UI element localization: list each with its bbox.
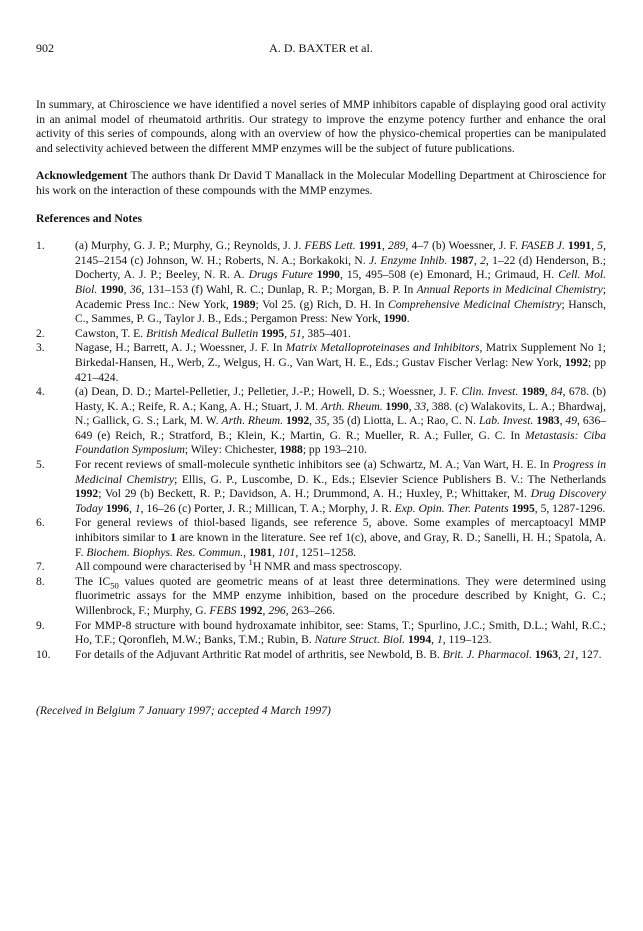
reference-text-segment: 1992 xyxy=(75,487,99,501)
reference-text-segment: ; Vol 25. (g) Rich, D. H. In xyxy=(255,297,388,311)
received-label: Received in Belgium xyxy=(39,704,136,718)
reference-text-segment: 1983 xyxy=(536,414,560,428)
reference-text-segment: , 127. xyxy=(575,647,602,661)
reference-number: 8. xyxy=(36,574,45,588)
reference-text-segment: , xyxy=(129,501,135,515)
reference-text-segment: 2 xyxy=(480,253,486,267)
accepted-date: 4 March 1997 xyxy=(261,704,327,718)
reference-text-segment: Nature Struct. Biol. xyxy=(314,633,406,647)
reference-text-segment: 1995 xyxy=(261,326,285,340)
reference-text xyxy=(75,327,606,342)
reference-text-segment: FEBS xyxy=(209,604,237,617)
reference-text-segment: The IC xyxy=(75,574,111,588)
references-list xyxy=(36,239,606,662)
reference-text-segment: FASEB J. xyxy=(521,239,565,253)
reference-text-segment: 51 xyxy=(290,326,302,340)
reference-item xyxy=(36,385,606,458)
references-heading: References and Notes xyxy=(36,211,143,225)
reference-text xyxy=(75,557,606,575)
reference-number: 5. xyxy=(36,458,45,472)
reference-text-segment: Clin. Invest. xyxy=(461,385,519,399)
reference-text-segment: (a) Murphy, G. J. P.; Murphy, G.; Reynolds, J. J. xyxy=(75,239,305,253)
reference-text-segment: , 636–649 (e) Reich, R.; Stratford, B.; Klein, K.; Martin, G. R.; Mueller, R. A.; Fuller, G. C. In xyxy=(75,414,607,442)
reference-number: 1. xyxy=(36,239,45,253)
reference-text-segment: , 35 (d) Liotta, L. A.; Rao, C. N. xyxy=(326,414,479,428)
reference-text xyxy=(75,385,606,458)
reference-text-segment: Arth. Rheum. xyxy=(321,399,383,413)
reference-text-segment: 296 xyxy=(268,604,286,617)
reference-text-segment: , xyxy=(558,647,564,661)
reference-text-segment: Comprehensive Medicinal Chemistry xyxy=(388,297,562,311)
reference-text-segment: For recent reviews of small-molecule synthetic inhibitors see (a) Schwartz, M. A.; Van Wart, H. E. In xyxy=(75,458,553,472)
reference-text-segment: 1992 xyxy=(239,604,263,617)
reference-text-segment: , xyxy=(123,282,130,296)
reference-text-segment: 1990 xyxy=(383,312,407,326)
reference-text-segment: Progress in Medicinal Chemistry xyxy=(75,458,606,486)
reference-text-segment: , 16–26 (c) Porter, J. R.; Millican, T. A.; Morphy, J. R. xyxy=(140,501,395,515)
reference-text-segment: 36 xyxy=(129,282,142,296)
reference-text-segment: 5 xyxy=(597,239,604,253)
reference-text-segment: 101 xyxy=(277,545,296,559)
reference-text xyxy=(75,516,606,560)
reference-text-segment: are known in the literature. See ref 1(c), above, and Gray, R. D.; Sanelli, H. H.; Spatola, A. F. xyxy=(75,531,606,559)
reference-text-segment: , 5, 1287-1296. xyxy=(534,501,606,515)
reference-text xyxy=(75,341,606,385)
reference-text xyxy=(75,619,606,648)
reference-text-segment: Drug Discovery Today xyxy=(75,487,607,515)
page-number: 902 xyxy=(36,41,54,55)
reference-text-segment: , xyxy=(431,633,437,647)
reference-text-segment: , 388. (c) Walakovits, L. A.; Bhardwaj, N.; Gallick, G. S.; Lark, M. W. xyxy=(75,399,606,428)
reference-text-segment: , xyxy=(309,414,316,428)
reference-text-segment: , 1–22 (d) Henderson, B.; Docherty, A. J. P.; Beeley, N. R. A. xyxy=(75,253,606,282)
reference-number: 2. xyxy=(36,326,45,340)
reference-text-segment: 1991 xyxy=(568,239,592,253)
summary-paragraph: In summary, at Chiroscience we have identified a novel series of MMP inhibitors capable of displaying good oral activity in an animal model of rheumatoid arthritis. Our strategy to improve the enzyme potency further and enhance the oral activity of this series of compounds, along with an overview of how the physico-chemical properties can be manipulated and selectivity achieved between the different MMP enzymes will be the subject of future publications. xyxy=(36,98,606,155)
reference-text-segment: 289 xyxy=(388,239,406,253)
reference-text-segment: , 385–401. xyxy=(301,326,351,340)
reference-text-segment: Biochem. Biophys. Res. Commun. xyxy=(86,545,244,559)
reference-item xyxy=(36,239,606,327)
reference-text-segment: H NMR and mass spectroscopy. xyxy=(252,560,402,574)
reference-text-segment: , xyxy=(262,604,269,617)
received-open-paren: ( xyxy=(36,704,40,718)
reference-text-segment: Cawston, T. E. xyxy=(75,326,147,340)
reference-text-segment: , xyxy=(381,239,389,253)
reference-text-segment: 1995 xyxy=(511,501,535,515)
reference-text-segment: 1981 xyxy=(248,545,273,559)
reference-text-segment: , xyxy=(591,239,598,253)
reference-item xyxy=(36,458,606,516)
reference-text-segment: Arth. Rheum. xyxy=(221,414,284,428)
reference-text-segment: British Medical Bulletin xyxy=(146,326,259,340)
reference-text-segment: ; pp 421–424. xyxy=(75,355,606,384)
reference-number: 10. xyxy=(36,647,51,661)
received-date: 7 January 1997 xyxy=(138,704,211,718)
reference-text-segment: ; pp 193–210. xyxy=(302,443,367,457)
reference-text xyxy=(75,458,606,516)
reference-text-segment: 1990 xyxy=(316,268,340,282)
reference-text-segment: 1989 xyxy=(521,385,545,399)
reference-text-segment: 1992 xyxy=(564,355,589,369)
reference-text-segment: , xyxy=(559,414,566,428)
reference-text-segment: , 15, 495–508 (e) Emonard, H.; Grimaud, H. xyxy=(339,268,559,282)
reference-text-segment: For general reviews of thiol-based ligands, see reference 5, above. Some examples of mercaptoacyl MMP inhibitors similar to xyxy=(75,516,606,545)
reference-text-segment: 33 xyxy=(414,399,427,413)
reference-text xyxy=(75,648,606,663)
reference-text-segment: , 678. (b) Hasty, K. A.; Reife, R. A.; Kang, A. H.; Stuart, J. M. xyxy=(75,385,606,413)
reference-item xyxy=(36,648,606,663)
reference-text-segment: 1 xyxy=(436,633,443,647)
reference-text-segment: 21 xyxy=(563,647,576,661)
reference-text-segment: (a) Dean, D. D.; Martel-Pelletier, J.; Pelletier, J.-P.; Howell, D. S.; Woessner, J. F. xyxy=(75,385,462,399)
reference-item xyxy=(36,619,606,648)
reference-number: 6. xyxy=(36,516,45,530)
reference-item xyxy=(36,327,606,342)
page-header xyxy=(36,41,606,57)
reference-text xyxy=(75,239,606,327)
acknowledgement-paragraph xyxy=(36,169,606,198)
reference-text-segment: 1 xyxy=(170,531,177,545)
reference-text-segment: Brit. J. Pharmacol. xyxy=(442,647,532,661)
reference-text-segment: ; Academic Press Inc.: New York, xyxy=(75,282,606,311)
received-close-paren: ) xyxy=(327,704,331,718)
reference-text-segment: Metastasis: Ciba Foundation Symposium xyxy=(75,428,607,457)
reference-text-segment: , 131–153 (f) Wahl, R. C.; Dunlap, R. P.; Morgan, B. P. In xyxy=(141,282,417,296)
reference-text-segment: , 4–7 (b) Woessner, J. F. xyxy=(405,239,522,253)
accepted-label: accepted xyxy=(217,704,259,718)
reference-text-segment: 35 xyxy=(315,414,327,428)
reference-text-segment: Annual Reports in Medicinal Chemistry xyxy=(416,282,603,296)
reference-text-segment: All compound were characterised by xyxy=(75,560,249,574)
reference-text-segment: , 1251–1258. xyxy=(295,545,357,559)
reference-text-segment: Exp. Opin. Ther. Patents xyxy=(394,501,509,515)
reference-text-segment: 84 xyxy=(551,385,563,399)
reference-item xyxy=(36,557,606,575)
acknowledgement-label: Acknowledgement xyxy=(36,169,128,183)
reference-text-segment: ; Ellis, G. P., Luscombe, D. K., Eds.; Elsevier Science Publishers B. V.: The Netherlands xyxy=(174,472,606,486)
reference-text-segment: 50 xyxy=(110,580,119,591)
running-head: A. D. BAXTER et al. xyxy=(269,41,373,55)
reference-text-segment: 1996 xyxy=(105,501,130,515)
reference-text-segment: For MMP-8 structure with bound hydroxamate inhibitor, see: Stams, T.; Spurlino, J.C.; Smith, D.L.; Wahl, R.C.; Ho, T.F.; Qoronfleh, M.W.; Banks, T.M.; Rubin, B. xyxy=(75,618,606,647)
reference-number: 9. xyxy=(36,618,45,632)
reference-text-segment: FEBS Lett. xyxy=(304,239,356,253)
reference-text-segment: , xyxy=(473,253,481,267)
reference-text-segment: For details of the Adjuvant Arthritic Rat model of arthritis, see Newbold, B. B. xyxy=(75,647,443,661)
reference-number: 4. xyxy=(36,385,45,399)
reference-text-segment: ; Hansch, C., Sammes, P. G., Taylor J. B., Eds.; Pergamon Press: New York, xyxy=(75,297,606,326)
received-note xyxy=(36,704,606,719)
reference-number: 3. xyxy=(36,341,45,355)
reference-text-segment: 1 xyxy=(134,501,141,515)
reference-text-segment: 1992 xyxy=(285,414,310,428)
reference-text-segment: Drugs Future xyxy=(248,268,313,282)
reference-text-segment: values quoted are geometric means of at least three determinations. They were determined using fluorimetric assays for the MMP enzyme inhibition, based on the procedure described by Knight, G. C.; Willenbrock, F.; Murphy, G. xyxy=(75,574,606,617)
reference-text-segment: , xyxy=(243,545,249,559)
reference-text-segment: 1 xyxy=(248,557,253,568)
reference-text-segment: Lab. Invest. xyxy=(478,414,534,428)
reference-text-segment: 1989 xyxy=(232,297,256,311)
reference-text-segment: Cell. Mol. Biol. xyxy=(75,268,606,296)
reference-text-segment: , xyxy=(284,326,291,340)
reference-text-segment: , Matrix Supplement No 1; Birkedal-Hansen, H., Werb, Z., Welgus, H. G., Van Wart, H. E., Eds.; Gustav Fischer Verlag: New York, xyxy=(75,341,607,369)
reference-number: 7. xyxy=(36,560,45,574)
reference-text-segment: , xyxy=(272,545,278,559)
reference-text-segment: . xyxy=(406,312,410,326)
reference-text-segment: ; Vol 29 (b) Beckett, R. P.; Davidson, A. H.; Drummond, A. H.; Huxley, P.; Whittaker, M. xyxy=(98,487,531,501)
reference-text-segment: 1991 xyxy=(358,239,382,253)
reference-text-segment: , 263–266. xyxy=(285,604,335,617)
reference-text-segment: , 2145–2154 (c) Johnson, W. H.; Roberts, N. A.; Borkakoki, N. xyxy=(75,239,606,267)
reference-text-segment: 1963 xyxy=(534,647,559,661)
reference-text-segment: 49 xyxy=(565,414,578,428)
reference-text-segment: 1990 xyxy=(100,282,124,296)
reference-text-segment: Matrix Metalloproteinases and Inhibitors xyxy=(285,341,480,355)
reference-item xyxy=(36,341,606,385)
reference-text-segment: J. Enzyme Inhib. xyxy=(369,253,448,267)
received-separator: ; xyxy=(210,704,215,718)
reference-item xyxy=(36,575,606,619)
reference-text-segment: 1987 xyxy=(450,253,474,267)
reference-text-segment: , 119–123. xyxy=(442,633,492,647)
reference-text-segment: , xyxy=(544,385,552,399)
reference-item xyxy=(36,516,606,560)
reference-text xyxy=(75,575,606,619)
reference-text-segment: ; Wiley: Chichester, xyxy=(184,443,280,457)
reference-text-segment: Nagase, H.; Barrett, A. J.; Woessner, J. F. In xyxy=(75,341,286,355)
reference-text-segment: 1990 xyxy=(385,399,409,413)
reference-text-segment: , xyxy=(408,399,415,413)
page-content xyxy=(36,98,606,719)
reference-text-segment: 1994 xyxy=(407,633,432,647)
reference-text-segment: 1988 xyxy=(279,443,303,457)
acknowledgement-text: The authors thank Dr David T Manallack in the Molecular Modelling Department at Chiroscience for his work on the interaction of these compounds with the MMP enzymes. xyxy=(36,169,606,197)
